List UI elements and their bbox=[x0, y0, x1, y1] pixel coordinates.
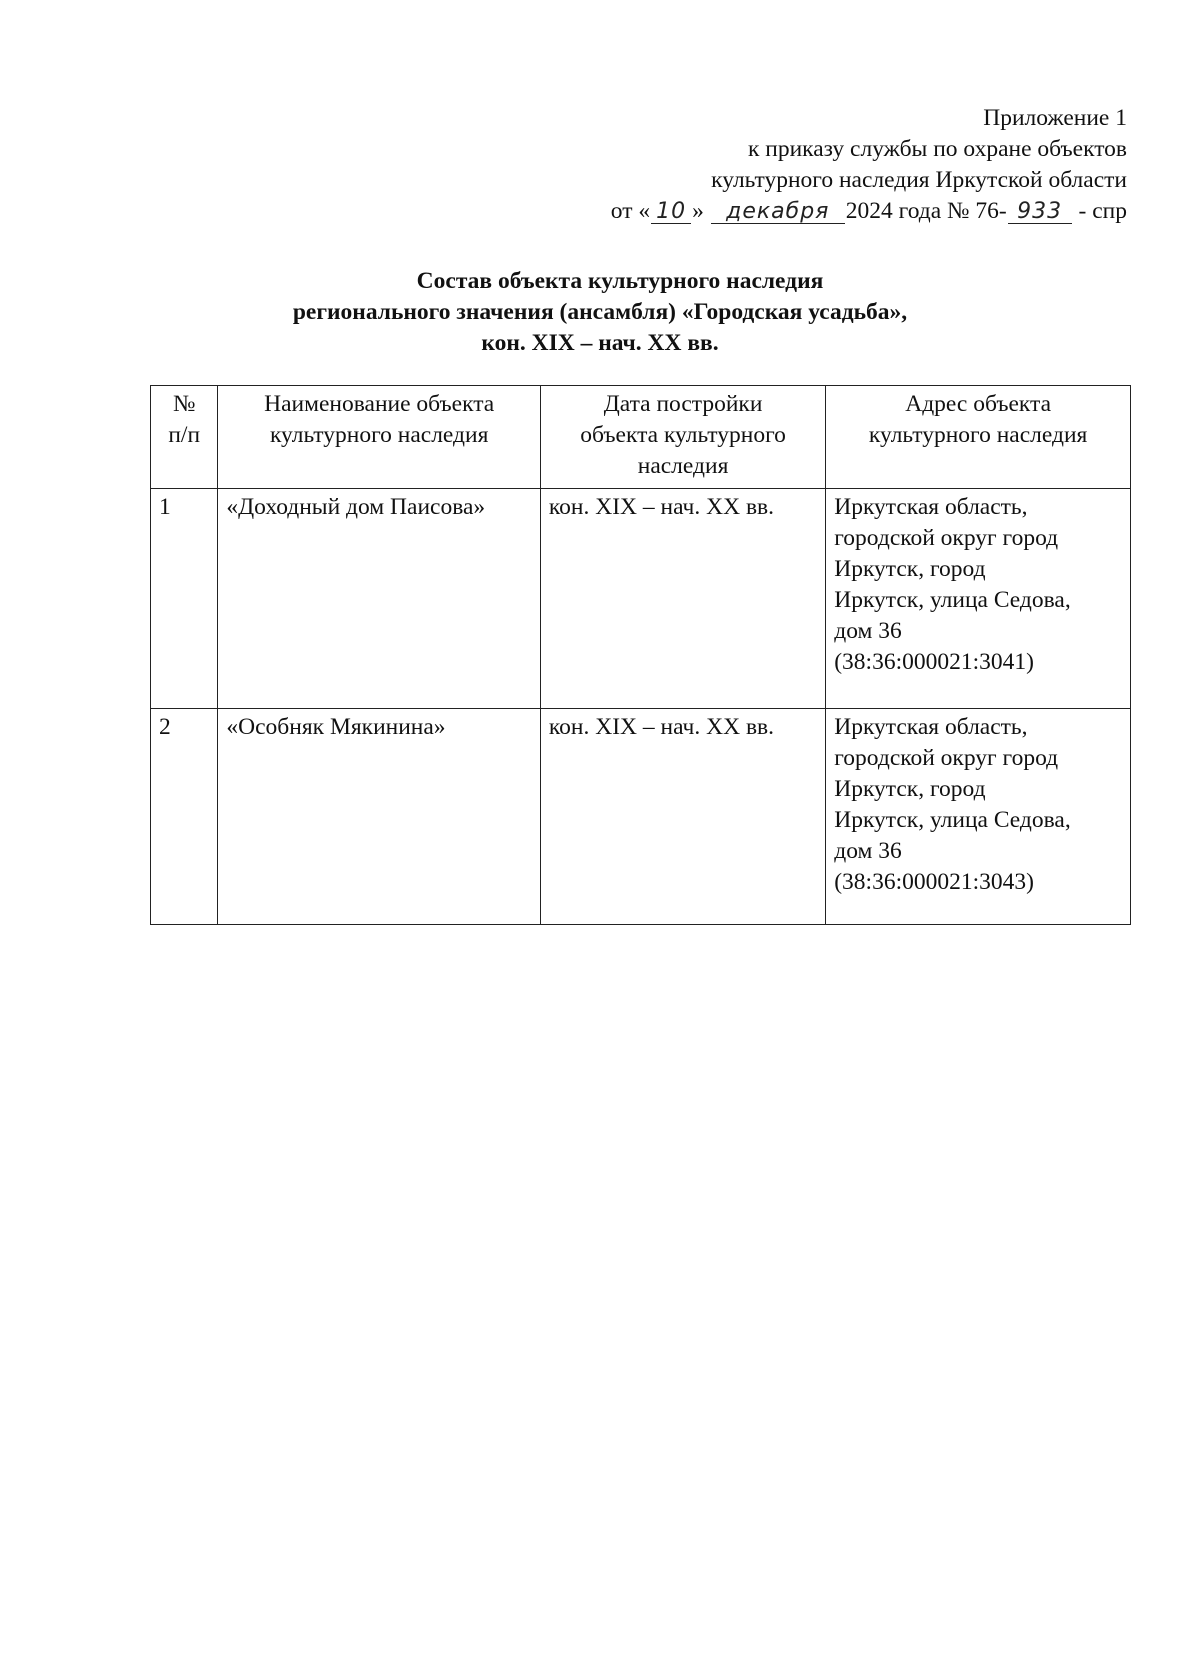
cadastral-number: (38:36:000021:3041) bbox=[834, 649, 1034, 675]
date-year: 2024 года № 76- bbox=[845, 198, 1007, 224]
appendix-title: Приложение 1 bbox=[983, 105, 1127, 131]
header-name-line: Наименование объекта bbox=[264, 391, 495, 417]
title-line-2: регионального значения (ансамбля) «Городская усадьба», bbox=[292, 299, 908, 325]
order-suffix: - спр bbox=[1078, 198, 1127, 224]
address-line: Иркутская область, bbox=[834, 494, 1028, 520]
cell-date: кон. XIX – нач. XX вв. bbox=[540, 709, 825, 925]
appendix-order-ref: к приказу службы по охране объектов bbox=[747, 136, 1127, 162]
heritage-objects-table bbox=[150, 385, 1131, 925]
appendix-header bbox=[611, 103, 1127, 227]
header-date-line: наследия bbox=[637, 453, 729, 479]
table-row bbox=[151, 709, 1131, 925]
cell-number: 2 bbox=[151, 709, 218, 925]
address-line: Иркутск, город bbox=[834, 556, 986, 582]
cell-address bbox=[826, 489, 1131, 709]
address-line: городской округ город bbox=[834, 525, 1059, 551]
title-line-1: Состав объекта культурного наследия bbox=[416, 268, 824, 294]
header-name-line: культурного наследия bbox=[269, 422, 489, 448]
cell-address bbox=[826, 709, 1131, 925]
cadastral-number: (38:36:000021:3043) bbox=[834, 869, 1034, 895]
cell-name: «Особняк Мякинина» bbox=[218, 709, 541, 925]
cell-name: «Доходный дом Паисова» bbox=[218, 489, 541, 709]
title-line-3: кон. XIX – нач. XX вв. bbox=[481, 330, 719, 356]
header-date-line: объекта культурного bbox=[580, 422, 786, 448]
header-date bbox=[540, 386, 825, 489]
address-line: дом 36 bbox=[834, 838, 902, 864]
handwritten-month: декабря bbox=[711, 201, 845, 224]
cell-number: 1 bbox=[151, 489, 218, 709]
address-line: Иркутск, улица Седова, bbox=[834, 807, 1071, 833]
header-address-line: Адрес объекта bbox=[905, 391, 1052, 417]
address-line: Иркутская область, bbox=[834, 714, 1028, 740]
header-number-line: п/п bbox=[168, 422, 201, 448]
table-row bbox=[151, 489, 1131, 709]
address-line: дом 36 bbox=[834, 618, 902, 644]
header-address bbox=[826, 386, 1131, 489]
appendix-date-line bbox=[611, 196, 1127, 227]
header-number bbox=[151, 386, 218, 489]
date-prefix: от « bbox=[610, 198, 651, 224]
handwritten-day: 10 bbox=[651, 201, 691, 224]
address-line: городской округ город bbox=[834, 745, 1059, 771]
handwritten-order-number: 933 bbox=[1008, 201, 1072, 224]
header-number-line: № bbox=[172, 391, 196, 417]
address-line: Иркутск, город bbox=[834, 776, 986, 802]
header-address-line: культурного наследия bbox=[868, 422, 1088, 448]
table-header-row bbox=[151, 386, 1131, 489]
address-line: Иркутск, улица Седова, bbox=[834, 587, 1071, 613]
header-date-line: Дата постройки bbox=[603, 391, 763, 417]
header-name bbox=[218, 386, 541, 489]
cell-date: кон. XIX – нач. XX вв. bbox=[540, 489, 825, 709]
document-title bbox=[0, 266, 1200, 359]
date-day-close: » bbox=[692, 198, 704, 224]
appendix-authority: культурного наследия Иркутской области bbox=[711, 167, 1127, 193]
